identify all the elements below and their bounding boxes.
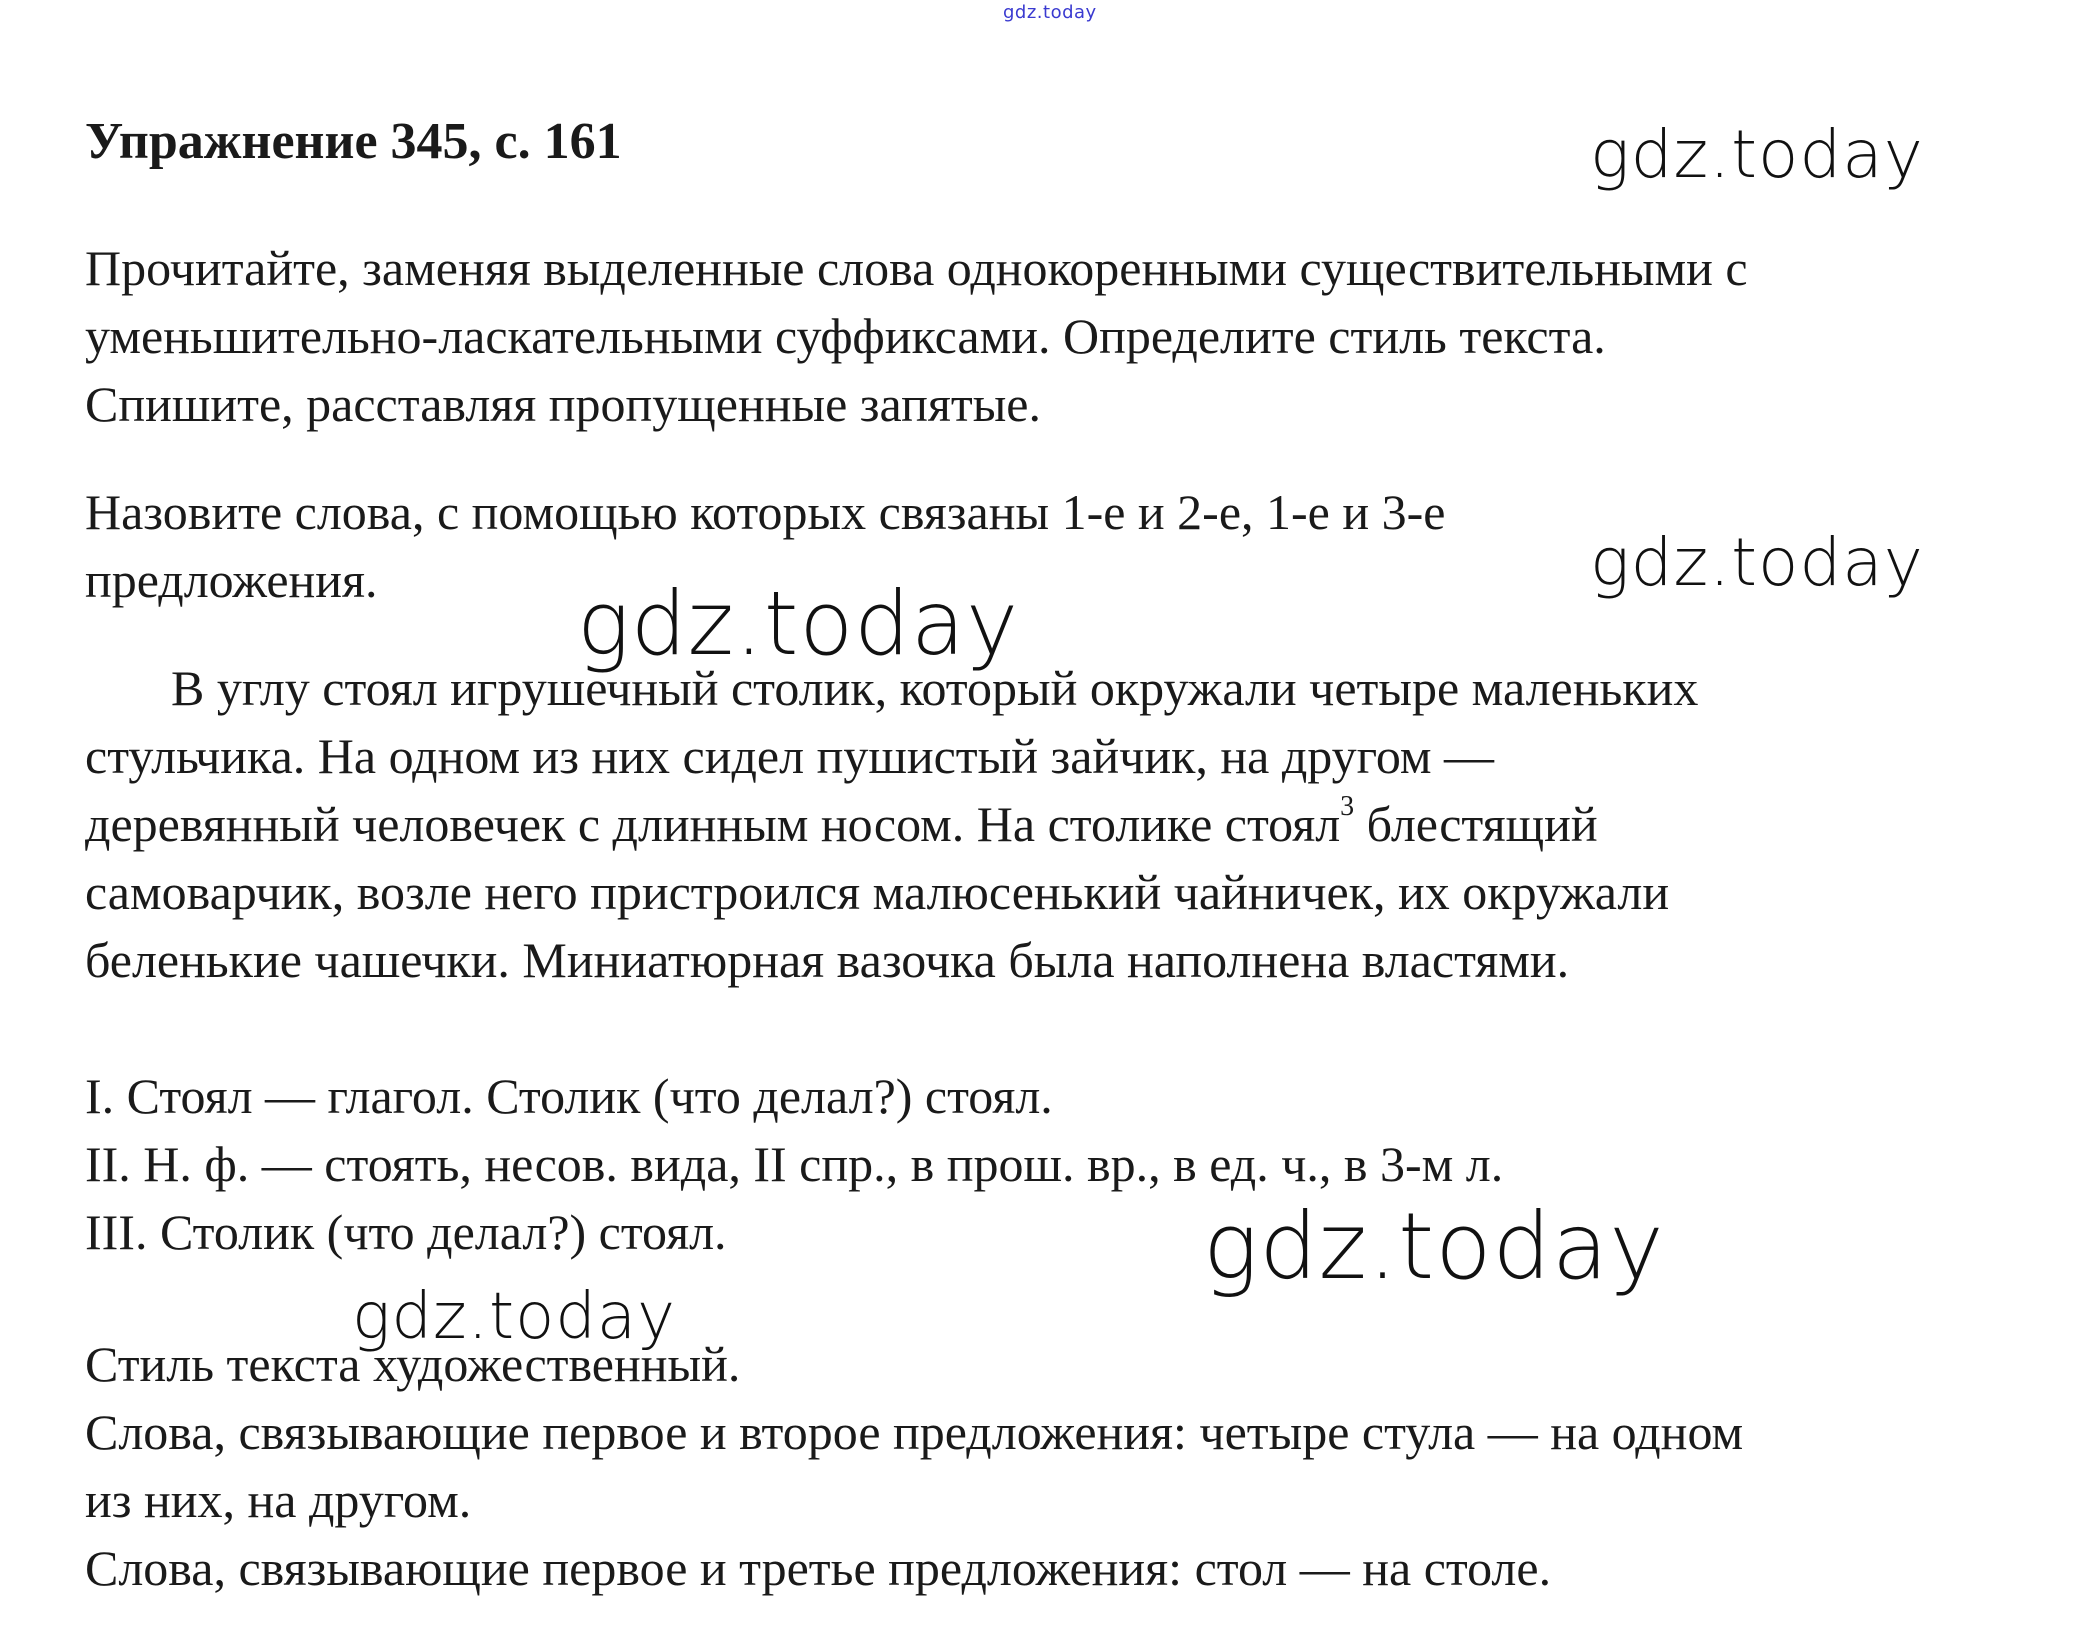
answer-line: Стиль текста художественный. xyxy=(85,1336,741,1392)
parse-mark: 3 xyxy=(1340,791,1355,822)
analysis-line: II. Н. ф. — стоять, несов. вида, II спр., в прош. вр., в ед. ч., в 3-м л. xyxy=(85,1136,1504,1192)
watermark: gdz.today xyxy=(352,1280,676,1354)
watermark-small: gdz.today xyxy=(1003,2,1097,23)
task-line: Прочитайте, заменяя выделенные слова однокоренными существительными с xyxy=(85,240,1748,296)
question-line: Назовите слова, с помощью которых связаны 1-е и 2-е, 1-е и 3-е xyxy=(85,484,1446,540)
watermark: gdz.today xyxy=(1590,116,1924,193)
answer-line: Слова, связывающие первое и второе предложения: четыре стула — на одном xyxy=(85,1404,1744,1460)
task-line: Спишите, расставляя пропущенные запятые. xyxy=(85,376,1041,432)
question-line: предложения. xyxy=(85,552,378,608)
exercise-title: Упражнение 345, с. 161 xyxy=(85,113,622,170)
analysis-line: III. Столик (что делал?) стоял. xyxy=(85,1204,727,1260)
watermark: gdz.today xyxy=(577,572,1020,675)
text-line: стульчика. На одном из них сидел пушистый зайчик, на другом — xyxy=(85,728,1495,784)
text-line: беленькие чашечки. Миниатюрная вазочка была наполнена властями. xyxy=(85,932,1570,988)
text-line: В углу стоял игрушечный столик, который окружали четыре маленьких xyxy=(171,660,1699,716)
text-line: самоварчик, возле него пристроился малюсенький чайничек, их окружали xyxy=(85,864,1670,920)
task-instructions xyxy=(85,234,1748,438)
answer-text xyxy=(85,1330,1743,1602)
answer-line: Слова, связывающие первое и третье предложения: стол — на столе. xyxy=(85,1540,1552,1596)
analysis-line: I. Стоял — глагол. Столик (что делал?) стоял. xyxy=(85,1068,1053,1124)
watermark: gdz.today xyxy=(1590,524,1924,601)
task-line: уменьшительно-ласкательными суффиксами. Определите стиль текста. xyxy=(85,308,1606,364)
text-segment: деревянный человечек с длинным носом. На столике стоял xyxy=(85,796,1341,852)
answer-line: из них, на другом. xyxy=(85,1472,472,1528)
text-line xyxy=(85,790,1698,858)
exercise-text xyxy=(85,654,1698,994)
text-segment: блестящий xyxy=(1354,796,1598,852)
watermark: gdz.today xyxy=(1203,1193,1665,1300)
